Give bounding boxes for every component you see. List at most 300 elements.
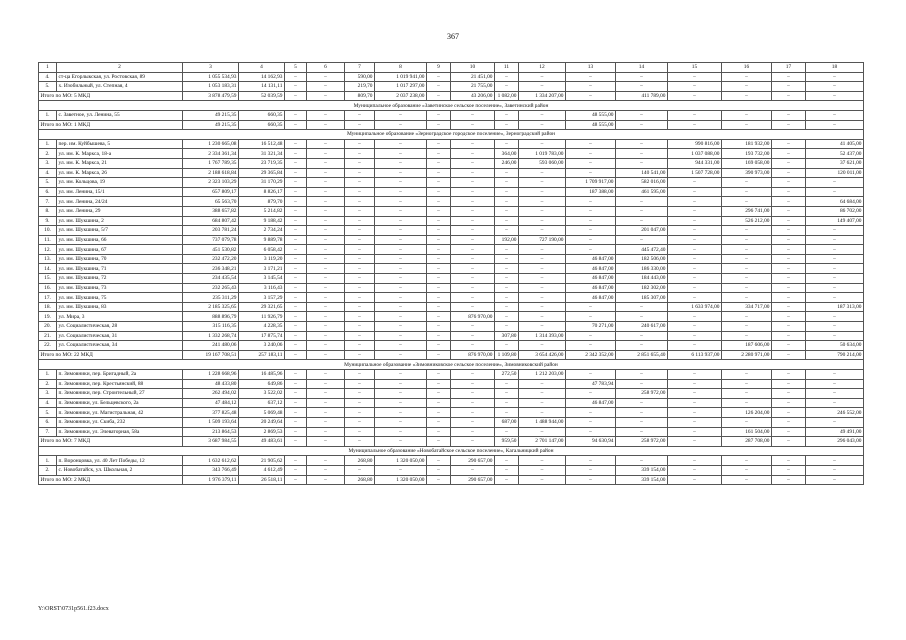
value-cell: 50 634,00 <box>806 341 864 351</box>
value-cell: – <box>427 293 451 303</box>
value-cell: 48 433,80 <box>183 379 239 389</box>
value-cell: – <box>285 331 307 341</box>
value-cell: – <box>495 82 519 92</box>
value-cell: 120 011,00 <box>806 168 864 178</box>
value-cell: – <box>519 72 566 82</box>
row-number: 3. <box>39 158 57 168</box>
value-cell: 3 157,29 <box>239 293 285 303</box>
value-cell: 4 228,35 <box>239 322 285 332</box>
total-value: 49 215,35 <box>183 120 239 130</box>
value-cell: – <box>772 408 806 418</box>
value-cell: – <box>375 187 427 197</box>
value-cell: 2 334 361,34 <box>183 149 239 159</box>
value-cell: – <box>495 322 519 332</box>
value-cell: 272,50 <box>495 370 519 380</box>
value-cell: – <box>806 283 864 293</box>
value-cell: – <box>285 370 307 380</box>
table-row <box>39 235 864 245</box>
section-heading: Муниципальное образование «Зерноградское городское поселение», Зерноградский район <box>39 130 864 140</box>
value-cell: 31 170,29 <box>239 178 285 188</box>
value-cell: – <box>772 168 806 178</box>
table-row <box>39 302 864 312</box>
value-cell: – <box>427 331 451 341</box>
total-value: 52 039,59 <box>239 91 285 101</box>
column-number: 12 <box>519 63 566 73</box>
value-cell: – <box>285 379 307 389</box>
value-cell: – <box>772 274 806 284</box>
row-number: 14. <box>39 264 57 274</box>
value-cell: – <box>495 408 519 418</box>
value-cell: – <box>616 379 668 389</box>
value-cell: – <box>616 302 668 312</box>
value-cell: – <box>345 149 375 159</box>
row-number: 20. <box>39 322 57 332</box>
total-value: 339 154,00 <box>616 475 668 485</box>
value-cell: – <box>772 178 806 188</box>
value-cell: – <box>451 226 495 236</box>
row-number: 7. <box>39 197 57 207</box>
total-value: – <box>345 120 375 130</box>
total-value: 257 183,11 <box>239 350 285 360</box>
value-cell: – <box>307 187 345 197</box>
value-cell: – <box>451 283 495 293</box>
value-cell: – <box>519 254 566 264</box>
value-cell: – <box>668 417 722 427</box>
value-cell: – <box>307 168 345 178</box>
table-row <box>39 331 864 341</box>
value-cell: – <box>806 465 864 475</box>
value-cell: – <box>307 139 345 149</box>
total-value: 1 320 050,00 <box>375 475 427 485</box>
value-cell: 1 053 183,31 <box>183 82 239 92</box>
total-value: – <box>427 437 451 447</box>
row-number: 3. <box>39 389 57 399</box>
address-cell: п. Зимовники, пер. Крестьянский, 88 <box>57 379 183 389</box>
value-cell: – <box>375 197 427 207</box>
value-cell: – <box>285 82 307 92</box>
value-cell: – <box>772 139 806 149</box>
value-cell: – <box>772 417 806 427</box>
address-cell: х. Изобильный, ул. Степная, 4 <box>57 82 183 92</box>
value-cell: – <box>772 82 806 92</box>
value-cell: – <box>427 72 451 82</box>
value-cell: – <box>375 302 427 312</box>
value-cell: – <box>806 331 864 341</box>
value-cell: – <box>616 341 668 351</box>
address-cell: ул. им. Ленина, 29 <box>57 206 183 216</box>
value-cell: 140 541,00 <box>616 168 668 178</box>
value-cell: – <box>375 168 427 178</box>
value-cell: – <box>722 274 772 284</box>
value-cell: – <box>806 322 864 332</box>
value-cell: – <box>668 82 722 92</box>
column-number: 1 <box>39 63 57 73</box>
value-cell: – <box>307 197 345 207</box>
total-value: – <box>566 91 616 101</box>
value-cell: – <box>806 398 864 408</box>
row-number: 7. <box>39 427 57 437</box>
value-cell: – <box>722 264 772 274</box>
value-cell: 364,00 <box>495 149 519 159</box>
table-row <box>39 283 864 293</box>
value-cell: 2 188 618,84 <box>183 168 239 178</box>
address-cell: п. Зимовники, ул. Бельцевского, 2а <box>57 398 183 408</box>
value-cell: 2 323 103,29 <box>183 178 239 188</box>
total-row <box>39 120 864 130</box>
value-cell: 203 781,24 <box>183 226 239 236</box>
value-cell: – <box>495 245 519 255</box>
total-value: – <box>772 475 806 485</box>
value-cell: – <box>772 331 806 341</box>
value-cell: – <box>307 456 345 466</box>
total-value: – <box>451 437 495 447</box>
value-cell: – <box>722 456 772 466</box>
value-cell: – <box>427 341 451 351</box>
file-path-footer: Y:\ORST\0731p561.f23.docx <box>38 606 109 612</box>
value-cell: – <box>806 82 864 92</box>
value-cell: 16 485,96 <box>239 370 285 380</box>
column-number: 16 <box>722 63 772 73</box>
row-number: 8. <box>39 206 57 216</box>
value-cell: 235 311,29 <box>183 293 239 303</box>
section-heading-row <box>39 130 864 140</box>
value-cell: 377 825,48 <box>183 408 239 418</box>
row-number: 17. <box>39 293 57 303</box>
value-cell: – <box>616 417 668 427</box>
value-cell: – <box>375 427 427 437</box>
value-cell: 593 060,00 <box>519 158 566 168</box>
value-cell: – <box>495 341 519 351</box>
value-cell: 52 437,00 <box>806 149 864 159</box>
value-cell: – <box>495 456 519 466</box>
total-value: – <box>427 91 451 101</box>
column-number: 17 <box>772 63 806 73</box>
total-value: – <box>375 437 427 447</box>
address-cell: ул. им. К. Маркса, 26 <box>57 168 183 178</box>
value-cell: 246 552,00 <box>806 408 864 418</box>
total-row <box>39 475 864 485</box>
value-cell: – <box>566 427 616 437</box>
section-heading-row <box>39 446 864 456</box>
table-row <box>39 226 864 236</box>
value-cell: – <box>345 283 375 293</box>
value-cell: – <box>806 72 864 82</box>
total-row <box>39 91 864 101</box>
value-cell: – <box>806 110 864 120</box>
value-cell: – <box>668 274 722 284</box>
value-cell: 241 480,06 <box>183 341 239 351</box>
value-cell: – <box>806 274 864 284</box>
value-cell: – <box>285 408 307 418</box>
value-cell: – <box>307 226 345 236</box>
value-cell: – <box>772 312 806 322</box>
value-cell: 187 606,00 <box>722 341 772 351</box>
value-cell: – <box>722 110 772 120</box>
address-cell: с. Заветное, ул. Ленина, 55 <box>57 110 183 120</box>
value-cell: – <box>566 456 616 466</box>
table-row <box>39 82 864 92</box>
value-cell: – <box>307 302 345 312</box>
value-cell: – <box>427 427 451 437</box>
value-cell: – <box>427 465 451 475</box>
value-cell: 182 506,00 <box>616 254 668 264</box>
value-cell: – <box>668 379 722 389</box>
value-cell: – <box>495 187 519 197</box>
value-cell: – <box>722 389 772 399</box>
value-cell: – <box>427 322 451 332</box>
address-cell: ул. им. К. Маркса, 21 <box>57 158 183 168</box>
value-cell: – <box>495 264 519 274</box>
value-cell: – <box>427 226 451 236</box>
value-cell: 161 504,00 <box>722 427 772 437</box>
total-value: – <box>285 91 307 101</box>
value-cell: 582 016,00 <box>616 178 668 188</box>
value-cell: – <box>668 187 722 197</box>
column-number: 10 <box>451 63 495 73</box>
value-cell: – <box>451 245 495 255</box>
value-cell: 657 809,17 <box>183 187 239 197</box>
total-value: 26 518,11 <box>239 475 285 485</box>
value-cell: – <box>495 398 519 408</box>
total-value: 1 976 379,11 <box>183 475 239 485</box>
total-value: – <box>772 120 806 130</box>
value-cell: – <box>345 341 375 351</box>
value-cell: – <box>616 456 668 466</box>
value-cell: 1 509 193,64 <box>183 417 239 427</box>
value-cell: – <box>772 226 806 236</box>
value-cell: 14 162,93 <box>239 72 285 82</box>
row-number: 9. <box>39 216 57 226</box>
value-cell: 201 047,00 <box>616 226 668 236</box>
value-cell: – <box>616 427 668 437</box>
address-cell: ул. Социалистическая, 34 <box>57 341 183 351</box>
value-cell: – <box>427 197 451 207</box>
table-row <box>39 254 864 264</box>
value-cell: 637,12 <box>239 398 285 408</box>
value-cell: – <box>451 370 495 380</box>
value-cell: – <box>307 341 345 351</box>
table-row <box>39 245 864 255</box>
value-cell: – <box>345 168 375 178</box>
table-row <box>39 312 864 322</box>
value-cell: – <box>722 187 772 197</box>
total-value: 790 214,00 <box>806 350 864 360</box>
value-cell: – <box>722 245 772 255</box>
value-cell: – <box>722 235 772 245</box>
value-cell: – <box>285 312 307 322</box>
address-cell: п. Воронцовка, ул. 40 Лет Победы, 12 <box>57 456 183 466</box>
address-cell: ул. им. Шукшина, 75 <box>57 293 183 303</box>
value-cell: 240 617,00 <box>616 322 668 332</box>
value-cell: – <box>345 274 375 284</box>
value-cell: – <box>616 72 668 82</box>
total-row <box>39 350 864 360</box>
address-cell: ул. им. Ленина, 24/24 <box>57 197 183 207</box>
value-cell: – <box>772 216 806 226</box>
value-cell: – <box>307 158 345 168</box>
value-cell: – <box>616 82 668 92</box>
total-value: – <box>806 91 864 101</box>
total-value: – <box>427 475 451 485</box>
value-cell: – <box>345 408 375 418</box>
value-cell: 31 321,34 <box>239 149 285 159</box>
value-cell: – <box>345 370 375 380</box>
value-cell: – <box>519 110 566 120</box>
value-cell: – <box>495 283 519 293</box>
value-cell: 5 214,82 <box>239 206 285 216</box>
value-cell: – <box>375 379 427 389</box>
value-cell: – <box>345 245 375 255</box>
value-cell: 2 185 325,65 <box>183 302 239 312</box>
value-cell: – <box>345 158 375 168</box>
value-cell: – <box>451 379 495 389</box>
total-value: – <box>772 91 806 101</box>
value-cell: 737 079,78 <box>183 235 239 245</box>
value-cell: 879,70 <box>239 197 285 207</box>
value-cell: – <box>566 370 616 380</box>
value-cell: – <box>285 283 307 293</box>
value-cell: – <box>519 197 566 207</box>
value-cell: – <box>668 465 722 475</box>
value-cell: 388 657,82 <box>183 206 239 216</box>
value-cell: – <box>427 456 451 466</box>
value-cell: – <box>495 72 519 82</box>
value-cell: 65 563,70 <box>183 197 239 207</box>
total-value: – <box>285 475 307 485</box>
value-cell: – <box>451 274 495 284</box>
total-value: 19 167 708,51 <box>183 350 239 360</box>
value-cell: – <box>375 245 427 255</box>
value-cell: – <box>519 427 566 437</box>
value-cell: – <box>451 187 495 197</box>
value-cell: – <box>616 331 668 341</box>
value-cell: – <box>566 465 616 475</box>
value-cell: 1 212 203,00 <box>519 370 566 380</box>
value-cell: – <box>566 206 616 216</box>
row-number: 11. <box>39 235 57 245</box>
address-cell: ул. им. Шукшина, 73 <box>57 283 183 293</box>
value-cell: – <box>519 312 566 322</box>
total-value: – <box>307 437 345 447</box>
value-cell: – <box>519 139 566 149</box>
value-cell: 149 407,00 <box>806 216 864 226</box>
value-cell: 315 116,35 <box>183 322 239 332</box>
table-row <box>39 427 864 437</box>
total-value: 2 037 238,00 <box>375 91 427 101</box>
value-cell: – <box>307 427 345 437</box>
total-value: – <box>722 120 772 130</box>
value-cell: 649,86 <box>239 379 285 389</box>
total-value: 411 789,00 <box>616 91 668 101</box>
value-cell: 41 405,00 <box>806 139 864 149</box>
value-cell: 46 847,00 <box>566 398 616 408</box>
table-row <box>39 149 864 159</box>
row-number: 12. <box>39 245 57 255</box>
value-cell: – <box>722 398 772 408</box>
value-cell: 126 204,00 <box>722 408 772 418</box>
address-cell: ул. Социалистическая, 31 <box>57 331 183 341</box>
value-cell: – <box>307 216 345 226</box>
value-cell: – <box>806 417 864 427</box>
column-number: 5 <box>285 63 307 73</box>
column-number: 15 <box>668 63 722 73</box>
value-cell: – <box>519 456 566 466</box>
value-cell: 296 741,00 <box>722 206 772 216</box>
value-cell: – <box>451 302 495 312</box>
value-cell: – <box>772 370 806 380</box>
value-cell: – <box>375 331 427 341</box>
value-cell: – <box>519 187 566 197</box>
value-cell: – <box>375 235 427 245</box>
address-cell: с. Новобатайск, ул. Школьная, 2 <box>57 465 183 475</box>
value-cell: – <box>345 427 375 437</box>
value-cell: – <box>451 178 495 188</box>
total-value: 290 657,00 <box>451 475 495 485</box>
value-cell: 186 330,00 <box>616 264 668 274</box>
total-value: – <box>285 437 307 447</box>
value-cell: 23 719,35 <box>239 158 285 168</box>
total-value: – <box>668 120 722 130</box>
value-cell: – <box>772 187 806 197</box>
value-cell: – <box>772 456 806 466</box>
value-cell: 307,80 <box>495 331 519 341</box>
value-cell: – <box>451 408 495 418</box>
value-cell: 184 443,00 <box>616 274 668 284</box>
value-cell: – <box>285 187 307 197</box>
total-value: – <box>285 350 307 360</box>
value-cell: – <box>668 389 722 399</box>
value-cell: – <box>451 322 495 332</box>
value-cell: – <box>375 139 427 149</box>
total-value: – <box>668 475 722 485</box>
value-cell: 16 512,48 <box>239 139 285 149</box>
value-cell: – <box>451 168 495 178</box>
value-cell: – <box>451 331 495 341</box>
value-cell: – <box>772 235 806 245</box>
table-row <box>39 465 864 475</box>
value-cell: – <box>772 389 806 399</box>
value-cell: – <box>566 158 616 168</box>
address-cell: ул. им. К. Маркса, 18-а <box>57 149 183 159</box>
value-cell: 49 215,35 <box>183 110 239 120</box>
section-heading: Муниципальное образование «Новобатайское сельское поселение», Кагальницкий район <box>39 446 864 456</box>
value-cell: – <box>345 216 375 226</box>
total-value: – <box>345 437 375 447</box>
row-number: 16. <box>39 283 57 293</box>
value-cell: – <box>451 197 495 207</box>
column-number-row <box>39 63 864 73</box>
value-cell: 1 320 050,00 <box>375 456 427 466</box>
value-cell: – <box>427 274 451 284</box>
value-cell: – <box>285 465 307 475</box>
value-cell: – <box>519 168 566 178</box>
value-cell: – <box>668 254 722 264</box>
value-cell: – <box>375 312 427 322</box>
value-cell: – <box>495 293 519 303</box>
value-cell: – <box>285 206 307 216</box>
value-cell: – <box>519 216 566 226</box>
value-cell: – <box>375 370 427 380</box>
value-cell: – <box>345 110 375 120</box>
value-cell: – <box>806 226 864 236</box>
value-cell: – <box>307 149 345 159</box>
value-cell: – <box>307 283 345 293</box>
value-cell: – <box>519 379 566 389</box>
value-cell: – <box>427 408 451 418</box>
value-cell: 684 807,42 <box>183 216 239 226</box>
value-cell: 888 896,79 <box>183 312 239 322</box>
value-cell: – <box>519 226 566 236</box>
